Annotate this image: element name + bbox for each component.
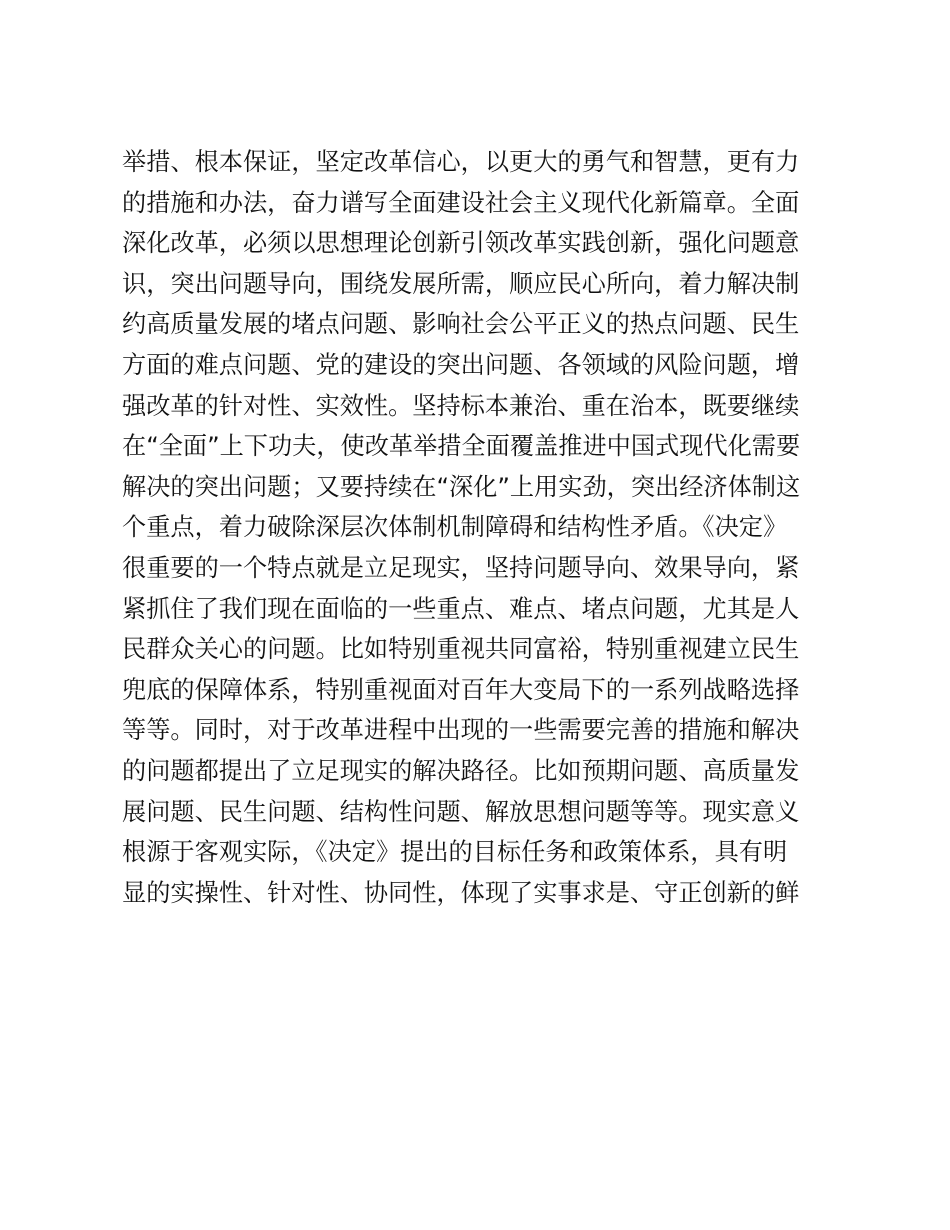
text-line: 展问题、民生问题、结构性问题、解放思想问题等等。现实意义 [122, 797, 800, 826]
text-line: 显的实操性、针对性、协同性，体现了实事求是、守正创新的鲜 [122, 878, 800, 907]
text-line: 等等。同时，对于改革进程中出现的一些需要完善的措施和解决 [122, 716, 800, 745]
text-line: 约高质量发展的堵点问题、影响社会公平正义的热点问题、民生 [122, 310, 800, 339]
body-text [122, 142, 832, 913]
text-line: 深化改革，必须以思想理论创新引领改革实践创新，强化问题意 [122, 229, 800, 258]
text-line: 民群众关心的问题。比如特别重视共同富裕，特别重视建立民生 [122, 635, 800, 664]
text-line: 的问题都提出了立足现实的解决路径。比如预期问题、高质量发 [122, 756, 800, 785]
text-line: 方面的难点问题、党的建设的突出问题、各领域的风险问题，增 [122, 350, 800, 379]
text-line: 根源于客观实际，《决定》提出的目标任务和政策体系，具有明 [122, 838, 788, 867]
text-line: 在“全面”上下功夫，使改革举措全面覆盖推进中国式现代化需要 [122, 432, 801, 461]
text-line: 很重要的一个特点就是立足现实，坚持问题导向、效果导向，紧 [122, 553, 800, 582]
text-line: 紧抓住了我们现在面临的一些重点、难点、堵点问题，尤其是人 [122, 594, 800, 623]
text-line: 个重点，着力破除深层次体制机制障碍和结构性矛盾。《决定》 [122, 513, 788, 542]
text-line: 兜底的保障体系，特别重视面对百年大变局下的一系列战略选择 [122, 675, 800, 704]
text-line: 识，突出问题导向，围绕发展所需，顺应民心所向，着力解决制 [122, 269, 800, 298]
text-line: 强改革的针对性、实效性。坚持标本兼治、重在治本，既要继续 [122, 391, 800, 420]
text-line: 举措、根本保证，坚定改革信心，以更大的勇气和智慧，更有力 [122, 148, 800, 176]
text-line: 解决的突出问题；又要持续在“深化”上用实劲，突出经济体制这 [122, 472, 801, 501]
text-line: 的措施和办法，奋力谱写全面建设社会主义现代化新篇章。全面 [122, 188, 800, 217]
